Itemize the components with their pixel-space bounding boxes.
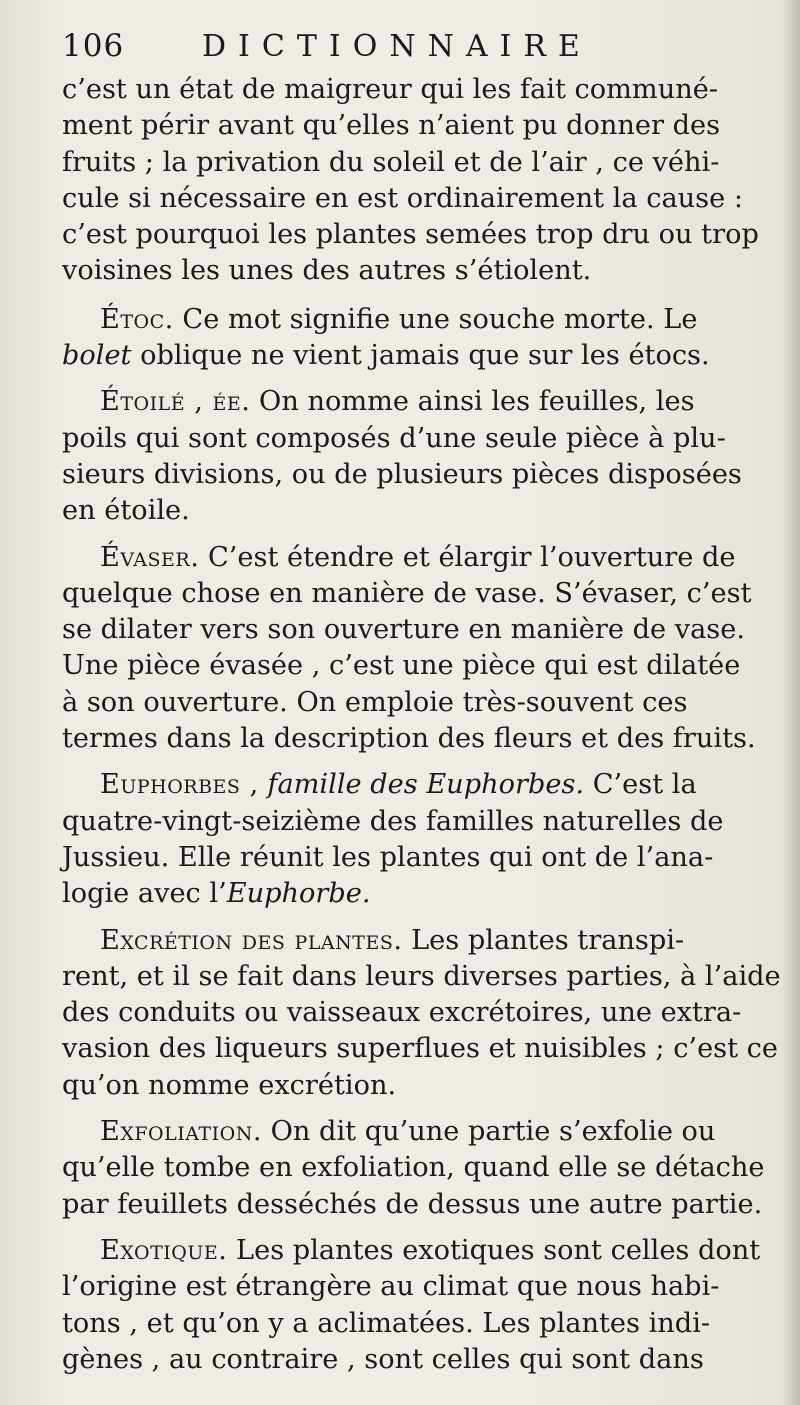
page-header [62, 24, 764, 68]
entry-exotique [62, 1233, 764, 1378]
text-line: gènes , au contraire , sont celles qui sont dans [62, 1343, 704, 1375]
text-line: quatre-vingt-seizième des familles naturelles de [62, 805, 724, 837]
headword: Exotique. [100, 1234, 228, 1266]
text-line: c’est pourquoi les plantes semées trop dru ou trop [62, 219, 759, 251]
page-edge-shadow [782, 0, 800, 1405]
entry-first-line [62, 923, 764, 959]
italic-term: famille des Euphorbes. [258, 769, 585, 801]
entry-first-line [62, 302, 764, 338]
text-line: des conduits ou vaisseaux excrétoires, une extra- [62, 997, 742, 1029]
text-line: rent, et il se fait dans leurs diverses parties, à l’aide [62, 960, 781, 992]
text-run: Les plantes transpi- [402, 924, 685, 956]
running-title: DICTIONNAIRE [202, 29, 592, 64]
text-line: à son ouverture. On emploie très-souvent ces [62, 686, 688, 718]
headword: Étoc. [100, 303, 174, 335]
entry-first-line [62, 1233, 764, 1269]
text-line: vasion des liqueurs superflues et nuisibles ; c’est ce [62, 1033, 778, 1065]
headword: Euphorbes , [100, 769, 259, 801]
text-line: quelque chose en manière de vase. S’évaser, c’est [62, 577, 752, 609]
text-run: C’est étendre et élargir l’ouverture de [199, 541, 736, 573]
text-run: Les plantes exotiques sont celles dont [227, 1234, 761, 1266]
text-line: sieurs divisions, ou de plusieurs pièces disposées [62, 458, 742, 490]
text-line: fruits ; la privation du soleil et de l’air , ce véhi- [62, 146, 720, 178]
headword: Étoilé , ée. [100, 386, 251, 418]
text-line: par feuillets desséchés de dessus une autre partie. [62, 1188, 763, 1220]
italic-term: bolet [62, 340, 132, 372]
text-line: qu’on nomme excrétion. [62, 1069, 397, 1101]
text-run: Ce mot signifie une souche morte. Le [173, 303, 698, 335]
text-line: qu’elle tombe en exfoliation, quand elle se détache [62, 1152, 765, 1184]
text-line: poils qui sont composés d’une seule pièce à plu- [62, 422, 726, 454]
text-line: l’origine est étrangère au climat que nous habi- [62, 1271, 720, 1303]
entry-evaser [62, 540, 764, 758]
text-run: oblique ne vient jamais que sur les étocs. [131, 340, 710, 372]
text-line: en étoile. [62, 495, 190, 527]
entry-continuation [62, 72, 764, 290]
text-run: On dit qu’une partie s’exfolie ou [261, 1116, 716, 1148]
text-line: cule si nécessaire en est ordinairement la cause : [62, 182, 744, 214]
text-line: c’est un état de maigreur qui les fait communé- [62, 74, 719, 105]
text-line [62, 876, 764, 912]
entry-euphorbes [62, 767, 764, 912]
body-text [62, 72, 781, 1378]
text-line: voisines les unes des autres s’étiolent. [62, 255, 592, 287]
page-number: 106 [62, 28, 125, 64]
italic-term: Euphorbe. [226, 878, 371, 910]
text-line: Jussieu. Elle réunit les plantes qui ont de l’ana- [62, 841, 714, 873]
text-run: C’est la [584, 769, 697, 801]
text-line: termes dans la description des fleurs et des fruits. [62, 723, 756, 755]
entry-excretion [62, 923, 781, 1104]
text-line [62, 338, 764, 374]
entry-first-line [62, 767, 764, 803]
headword: Excrétion des plantes. [100, 924, 403, 956]
text-run: logie avec l’ [62, 878, 227, 910]
headword: Exfoliation. [100, 1116, 262, 1148]
text-line: se dilater vers son ouverture en manière de vase. [62, 614, 745, 646]
text-line: Une pièce évasée , c’est une pièce qui est dilatée [62, 650, 741, 682]
text-run: On nomme ainsi les feuilles, les [250, 386, 695, 418]
text-line: ment périr avant qu’elles n’aient pu donner des [62, 110, 721, 142]
text-line: tons , et qu’on y a aclimatées. Les plantes indi- [62, 1307, 711, 1339]
headword: Évaser. [100, 541, 200, 573]
entry-etoile [62, 384, 764, 529]
entry-first-line [62, 1114, 764, 1150]
entry-exfoliation [62, 1114, 764, 1223]
entry-etoc [62, 302, 764, 375]
entry-first-line [62, 384, 764, 420]
entry-first-line [62, 540, 764, 576]
